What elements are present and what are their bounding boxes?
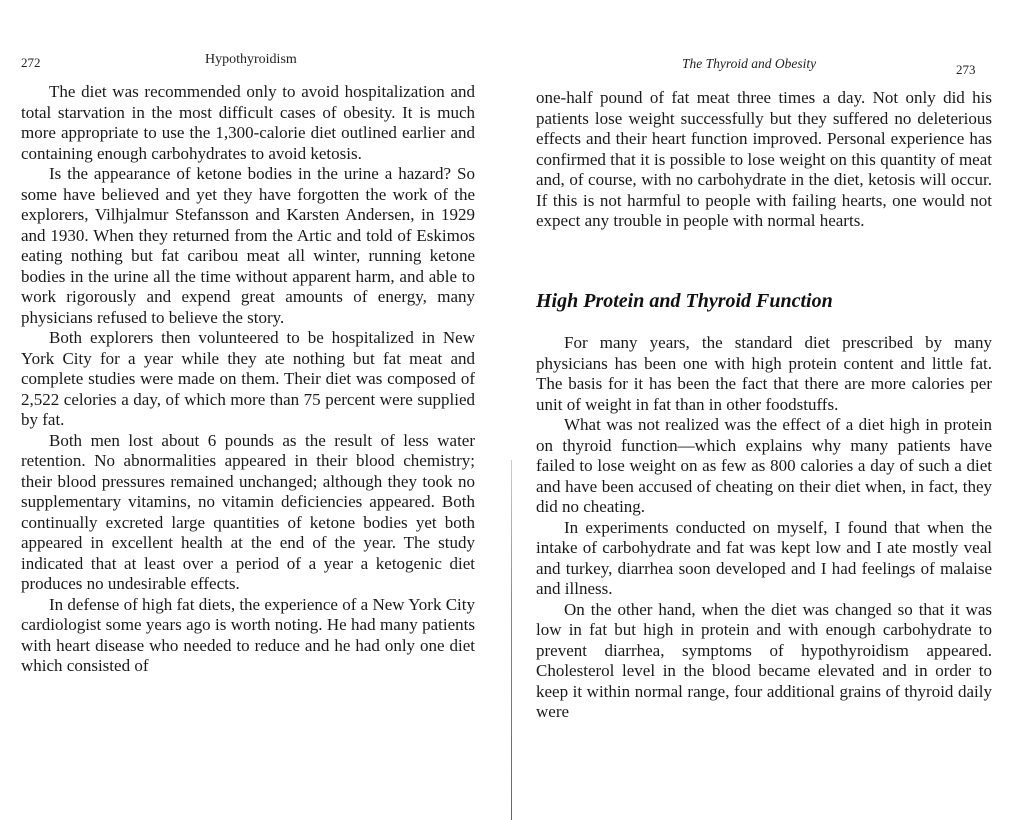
paragraph: Both explorers then volunteered to be hospitalized in New York City for a year while they ate nothing but fat meat and complete studies were made on them. Their diet was composed of 2,522 celories a day, of which more than 75 percent were supplied by fat. — [21, 328, 475, 429]
paragraph: On the other hand, when the diet was changed so that it was low in fat but high in protein and with enough carbohydrate to prevent diarrhea, symptoms of hypothyroidism appeared. Cholesterol level in the blood became elevated and in order to keep it within normal range, four additional grains of thyroid daily were — [536, 599, 992, 721]
right-body-continuation — [536, 88, 992, 232]
paragraph: In defense of high fat diets, the experience of a New York City cardiologist some years ago is worth noting. He had many patients with heart disease who needed to reduce and he had only one diet which consisted of — [21, 594, 475, 675]
right-body-text — [536, 333, 992, 723]
paragraph: What was not realized was the effect of a diet high in protein on thyroid function—which explains why many patients have failed to lose weight on as few as 800 calories a day of such a diet and have been accused of cheating on their diet when, in fact, they did no cheating. — [536, 415, 992, 516]
paragraph: Both men lost about 6 pounds as the result of less water retention. No abnormalities appeared in their blood chemistry; their blood pressures remained unchanged; although they took no supplementary vitamins, no vitamin deficiencies appeared. Both continually excreted large quantities of ketone bodies yet both appeared in excellent health at the end of the year. The study indicated that at least over a period of a year a ketogenic diet produces no undesirable effects. — [21, 430, 475, 593]
running-head: Hypothyroidism — [205, 52, 297, 67]
page-number: 272 — [21, 55, 41, 70]
left-page — [0, 0, 512, 818]
page-number: 273 — [956, 62, 976, 77]
paragraph: Is the appearance of ketone bodies in the urine a hazard? So some have believed and yet they have forgotten the work of the explorers, Vilhjalmur Stefansson and Karsten Andersen, in 1929 and 1930. When they returned from the Artic and told of Eskimos eating nothing but fat caribou meat all winter, running ketone bodies in the urine all the time without apparent harm, and able to work rigorously and expend great amounts of energy, many physicians refused to believe the story. — [21, 164, 475, 327]
left-body-text — [21, 82, 475, 677]
paragraph: In experiments conducted on myself, I found that when the intake of carbohydrate and fat was kept low and I ate mostly veal and turkey, diarrhea soon developed and I had feelings of malaise and illness. — [536, 517, 992, 598]
paragraph: For many years, the standard diet prescribed by many physicians has been one with high protein content and little fat. The basis for it has been the fact that there are more calories per unit of weight in fat than in other foodstuffs. — [536, 333, 992, 414]
running-head: The Thyroid and Obesity — [682, 56, 817, 71]
right-page — [512, 0, 1034, 818]
paragraph: The diet was recommended only to avoid hospitalization and total starvation in the most difficult cases of obesity. It is much more appropriate to use the 1,300-calorie diet outlined earlier and containing enough carbohydrates to avoid ketosis. — [21, 82, 475, 163]
paragraph: one-half pound of fat meat three times a day. Not only did his patients lose weight successfully but they suffered no deleterious effects and their heart function improved. Personal experience has confirmed that it is possible to lose weight on this quantity of meat and, of course, with no carbohydrate in the diet, ketosis will occur. If this is not harmful to people with failing hearts, one would not expect any trouble in people with normal hearts. — [536, 88, 992, 230]
section-heading: High Protein and Thyroid Function — [536, 290, 833, 312]
